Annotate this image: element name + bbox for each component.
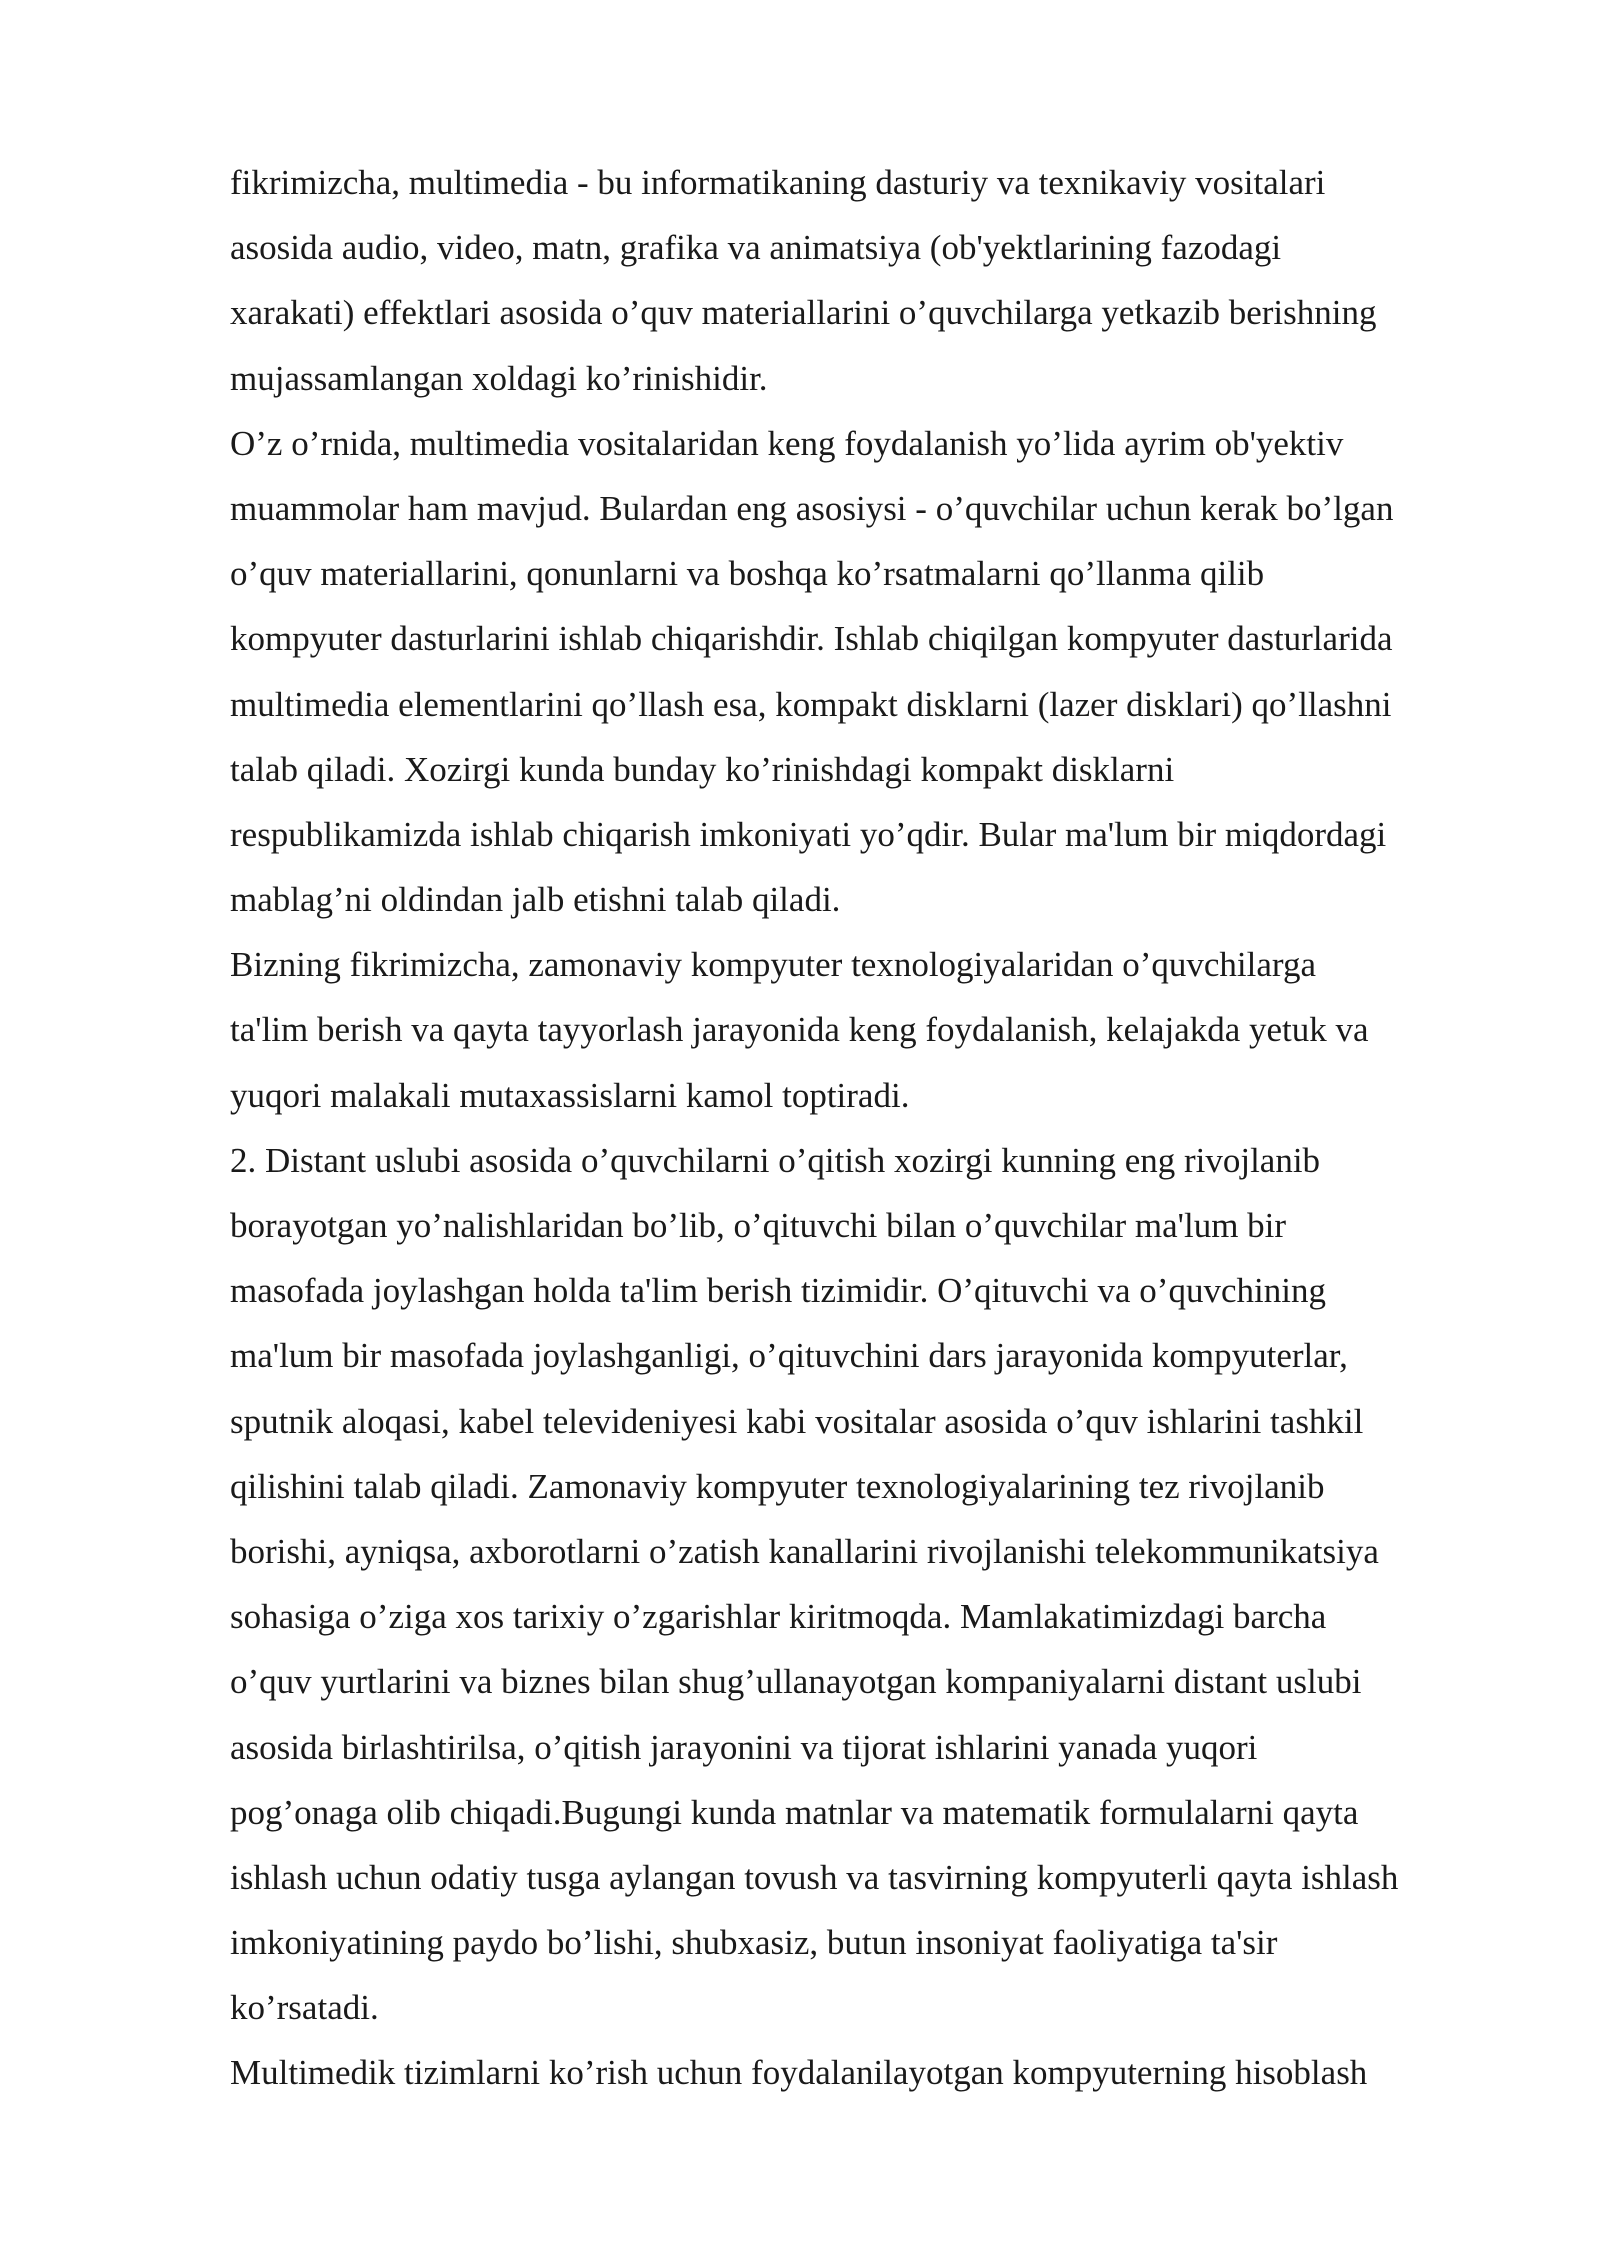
text-line: borayotgan yo’nalishlaridan bo’lib, o’qituvchi bilan o’quvchilar ma'lum bir [230,1206,1287,1245]
text-line: masofada joylashgan holda ta'lim berish tizimidir. O’qituvchi va o’quvchining [230,1271,1326,1311]
text-line: ta'lim berish va qayta tayyorlash jarayonida keng foydalanish, kelajakda yetuk va [230,1010,1369,1050]
text-line: fikrimizcha, multimedia - bu informatikaning dasturiy va texnikaviy vositalari [230,163,1326,202]
text-line: asosida audio, video, matn, grafika va animatsiya (ob'yektlarining fazodagi [230,228,1282,268]
text-line: mujassamlangan xoldagi ko’rinishidir. [230,358,768,398]
text-line: Bizning fikrimizcha, zamonaviy kompyuter texnologiyalaridan o’quvchilarga [230,945,1316,985]
text-line: 2. Distant uslubi asosida o’quvchilarni o’qitish xozirgi kunning eng rivojlanib [230,1140,1321,1180]
text-line: O’z o’rnida, multimedia vositalaridan keng foydalanish yo’lida ayrim ob'yektiv [230,423,1344,463]
text-line: multimedia elementlarini qo’llash esa, kompakt disklarni (lazer disklari) qo’llashni [230,684,1392,724]
text-line: kompyuter dasturlarini ishlab chiqarishdir. Ishlab chiqilgan kompyuter dasturlarida [230,619,1393,659]
text-line: o’quv materiallarini, qonunlarni va boshqa ko’rsatmalarni qo’llanma qilib [230,554,1265,594]
text-line: sohasiga o’ziga xos tarixiy o’zgarishlar kiritmoqda. Mamlakatimizdagi barcha [230,1597,1327,1637]
text-line: talab qiladi. Xozirgi kunda bunday ko’rinishdagi kompakt disklarni [230,749,1175,789]
text-line: borishi, ayniqsa, axborotlarni o’zatish kanallarini rivojlanishi telekommunikatsiya [230,1531,1379,1571]
text-line: pog’onaga olib chiqadi.Bugungi kunda matnlar va matematik formulalarni qayta [230,1792,1359,1832]
text-line: o’quv yurtlarini va biznes bilan shug’ullanayotgan kompaniyalarni distant uslubi [230,1662,1362,1702]
text-line: xarakati) effektlari asosida o’quv materiallarini o’quvchilarga yetkazib berishning [230,293,1377,333]
body-text [230,150,1530,2106]
text-line: ma'lum bir masofada joylashganligi, o’qituvchini dars jarayonida kompyuterlar, [230,1336,1348,1376]
text-line: ko’rsatadi. [230,1988,379,2028]
text-line: yuqori malakali mutaxassislarni kamol toptiradi. [230,1075,910,1115]
text-line: mablag’ni oldindan jalb etishni talab qiladi. [230,880,841,920]
text-line: qilishini talab qiladi. Zamonaviy kompyuter texnologiyalarining tez rivojlanib [230,1466,1325,1506]
text-line: ishlash uchun odatiy tusga aylangan tovush va tasvirning kompyuterli qayta ishlash [230,1857,1399,1897]
text-line: imkoniyatining paydo bo’lishi, shubxasiz, butun insoniyat faoliyatiga ta'sir [230,1923,1278,1963]
text-line: sputnik aloqasi, kabel televideniyesi kabi vositalar asosida o’quv ishlarini tashkil [230,1401,1364,1441]
text-line: asosida birlashtirilsa, o’qitish jarayonini va tijorat ishlarini yanada yuqori [230,1727,1258,1767]
text-line: muammolar ham mavjud. Bulardan eng asosiysi - o’quvchilar uchun kerak bo’lgan [230,488,1394,528]
text-line: respublikamizda ishlab chiqarish imkoniyati yo’qdir. Bular ma'lum bir miqdordagi [230,814,1387,854]
text-line: Multimedik tizimlarni ko’rish uchun foydalanilayotgan kompyuterning hisoblash [230,2053,1368,2093]
